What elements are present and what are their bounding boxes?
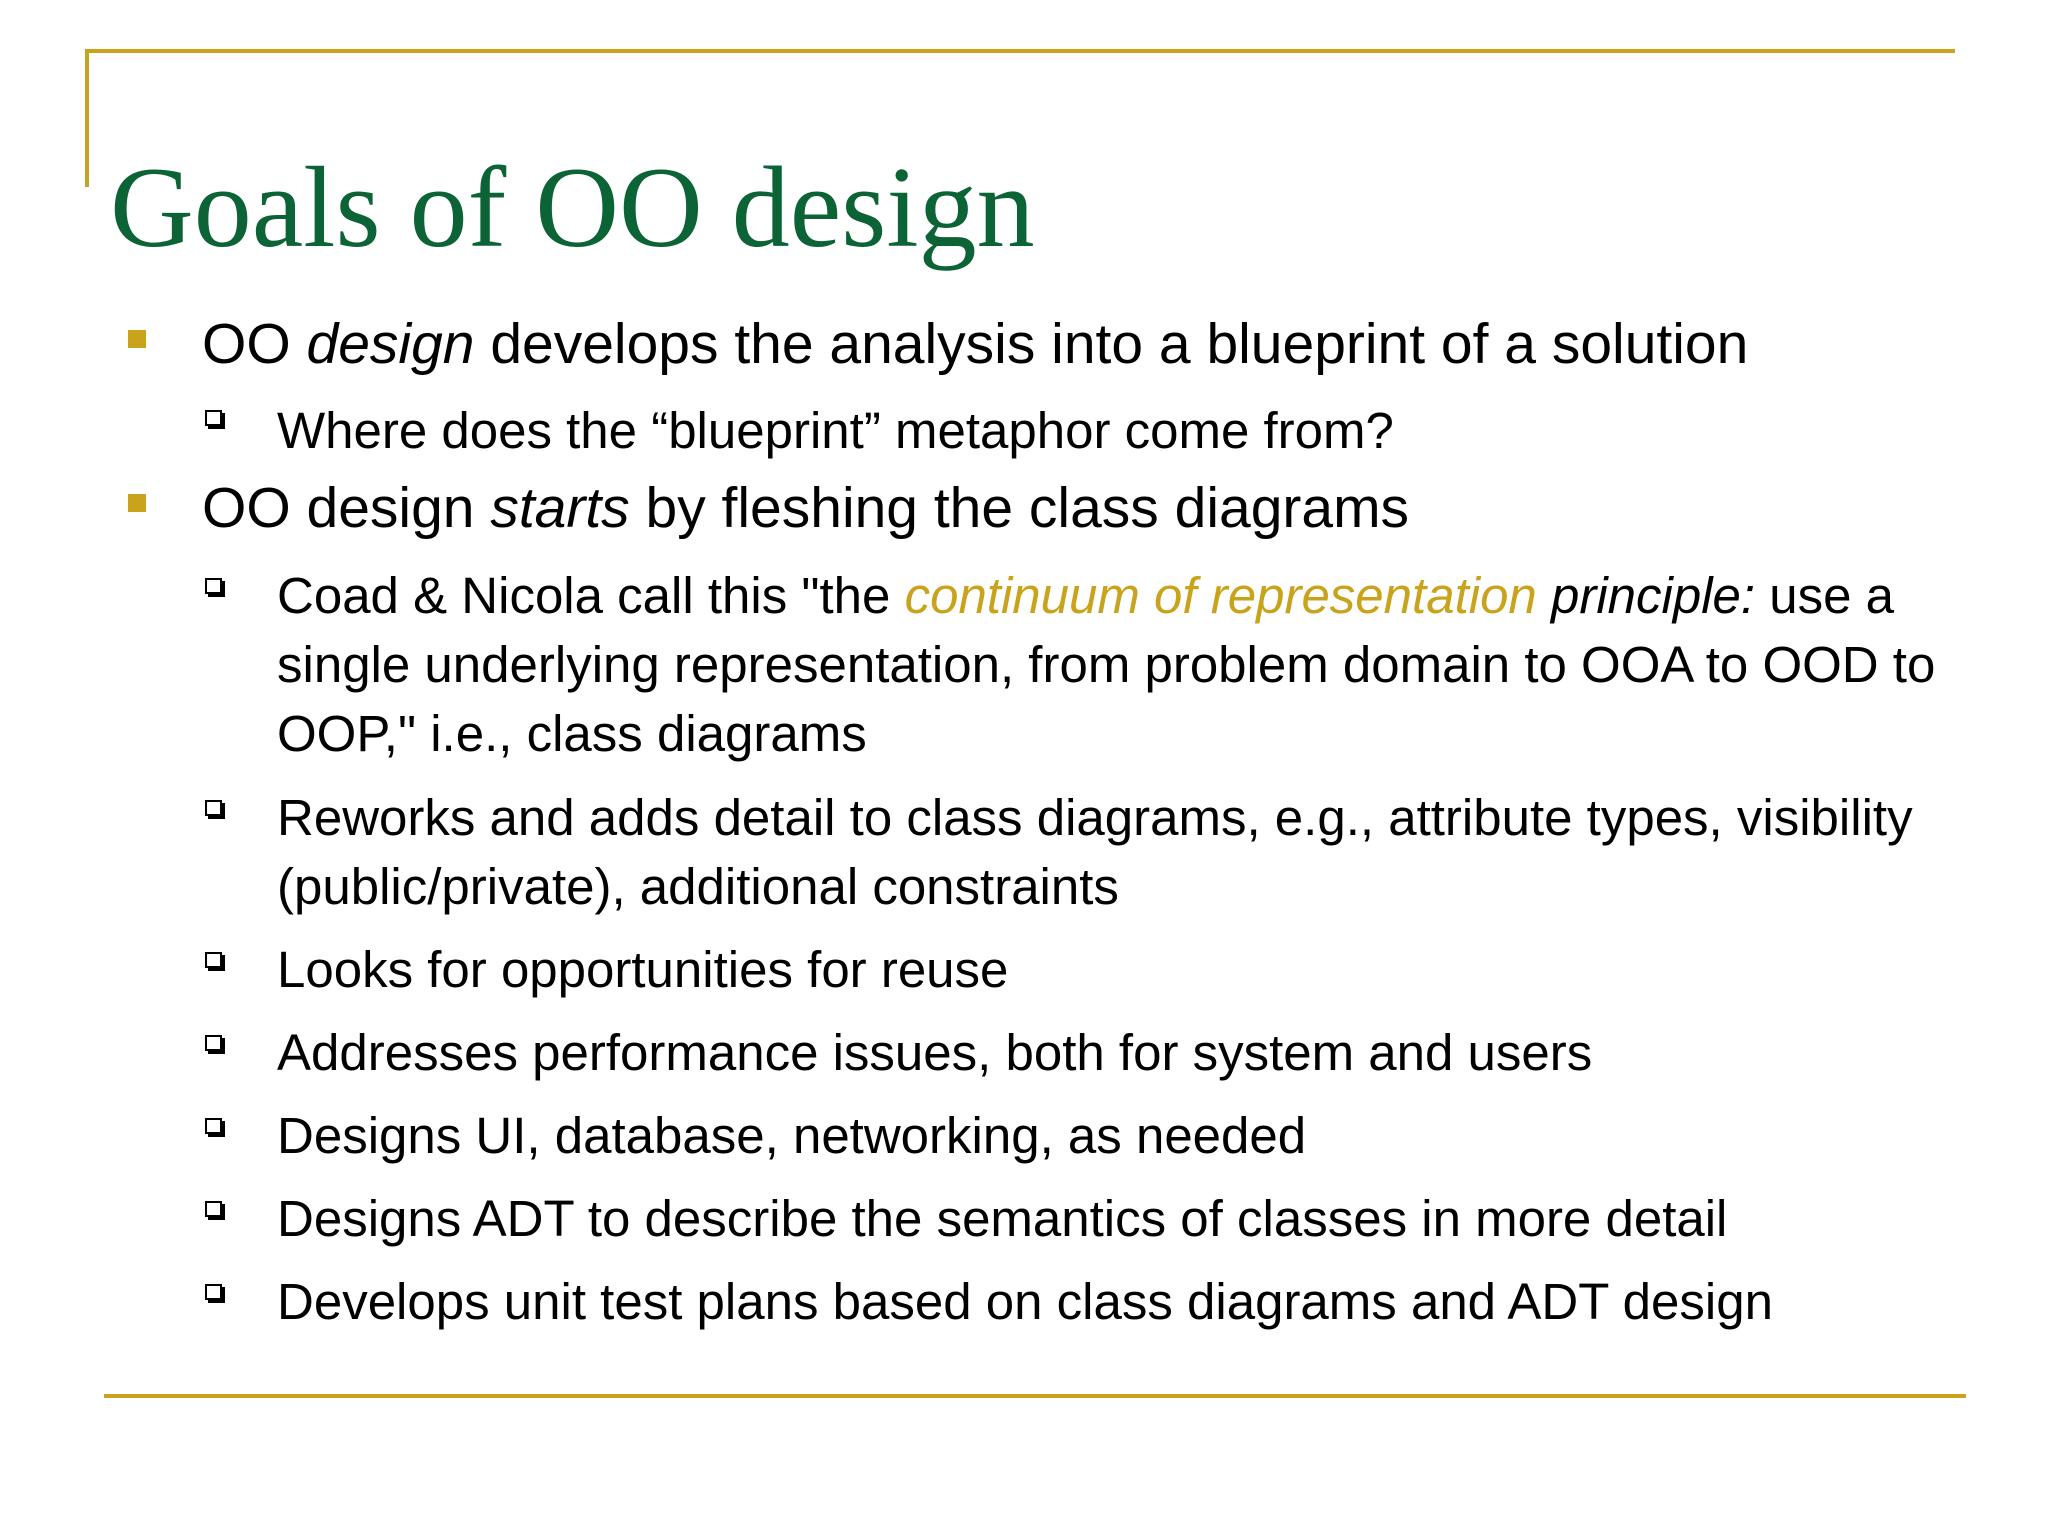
sub-bullet-2-1-pre: Coad & Nicola call this "the [277, 567, 905, 624]
bullet-2-pre: OO design [202, 476, 491, 540]
sub-bullet-2-4: Addresses performance issues, both for system and users [277, 1024, 1593, 1081]
bullet-2-post: by fleshing the class diagrams [629, 476, 1410, 540]
sub-bullet-2-5: Designs UI, database, networking, as needed [277, 1107, 1307, 1164]
slide-title: Goals of OO design [110, 144, 1035, 272]
sub-bullet-2-3: Looks for opportunities for reuse [277, 941, 1009, 998]
sub-bullet-1-1: Where does the “blueprint” metaphor come from? [277, 402, 1394, 459]
hollow-square-bullet-icon [205, 800, 222, 816]
bullet-2-emph: starts [490, 476, 630, 540]
hollow-square-bullet-icon [205, 952, 222, 968]
left-rule [85, 49, 89, 187]
square-bullet-icon [128, 330, 146, 348]
sub-bullet-2-1-post: use a single underlying representation, from problem domain to OOA to OOD to OOP," i.e., class diagrams [277, 567, 1936, 762]
sub-bullet-2-6: Designs ADT to describe the semantics of classes in more detail [277, 1190, 1728, 1247]
square-bullet-icon [128, 494, 146, 512]
hollow-square-bullet-icon [205, 578, 222, 594]
hollow-square-bullet-icon [205, 1035, 222, 1051]
sub-bullet-2-1-accent: continuum of representation [904, 567, 1537, 624]
sub-bullet-2-1-emph: principle: [1536, 567, 1756, 624]
bullet-1 [202, 310, 1982, 378]
bullet-1-emph: design [306, 312, 475, 376]
hollow-square-bullet-icon [205, 1118, 222, 1134]
sub-bullet-2-7: Develops unit test plans based on class diagrams and ADT design [277, 1273, 1773, 1330]
hollow-square-bullet-icon [205, 1201, 222, 1217]
sub-bullet-2-1 [277, 561, 1997, 768]
top-rule [85, 49, 1955, 53]
bullet-1-post: develops the analysis into a blueprint of a solution [474, 312, 1749, 376]
sub-bullet-2-2: Reworks and adds detail to class diagrams, e.g., attribute types, visibility (public/private), additional constraints [277, 789, 1913, 915]
hollow-square-bullet-icon [205, 410, 222, 426]
bullet-2 [202, 474, 1982, 542]
bullet-1-pre: OO [202, 312, 307, 376]
bottom-rule [104, 1394, 1966, 1398]
hollow-square-bullet-icon [205, 1284, 222, 1300]
